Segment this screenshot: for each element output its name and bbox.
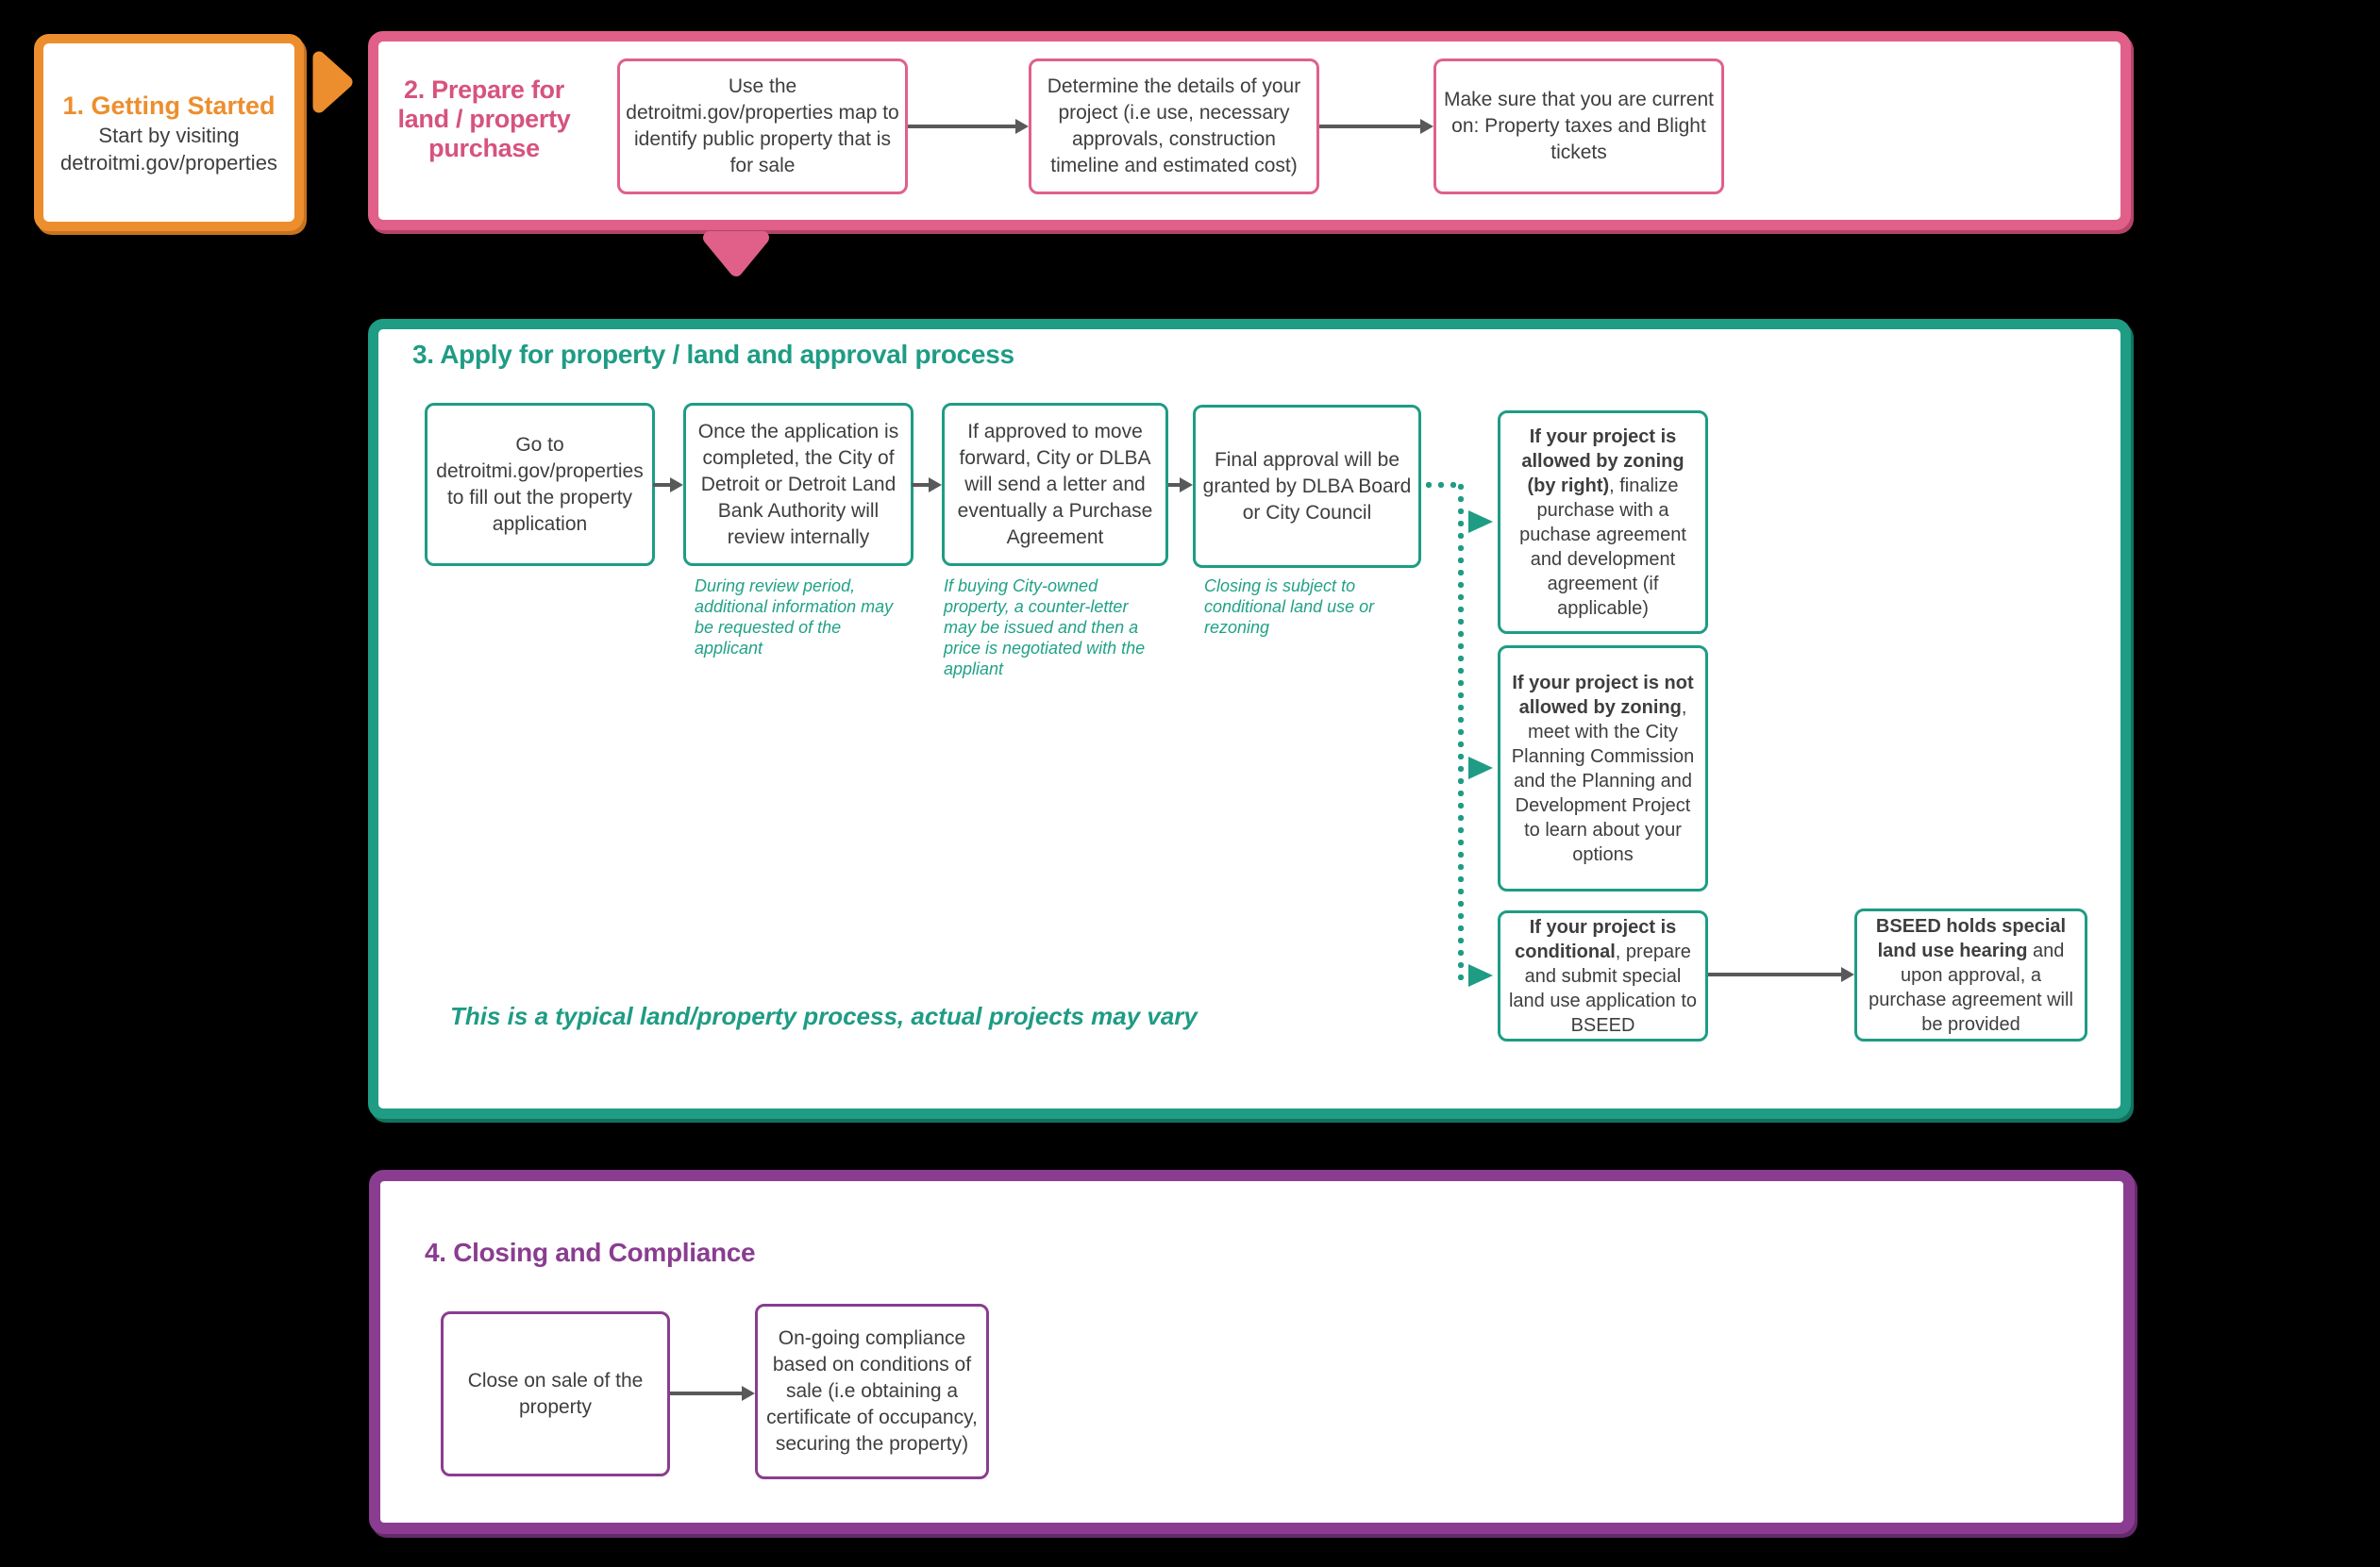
branch-bold-text: BSEED holds special land use hearing [1875,915,2067,961]
branch-bold-text: If your project is conditional [1515,916,1677,962]
step4-title: 4. Closing and Compliance [425,1238,756,1267]
step1-content [43,43,294,222]
step2-title: 2. Prepare for land / property purchase [397,75,571,162]
step3-box-final-approval: Final approval will be granted by DLBA Board or City Council [1193,405,1421,568]
note-closing-subject: Closing is subject to conditional land use or rezoning [1204,576,1375,637]
note-review-period: During review period, additional information may be requested of the applicant [695,576,894,658]
branch-box-bseed-hearing [1854,909,2087,1042]
branch-rest-text: and upon approval, a purchase agreement will be provided [1869,940,2073,1035]
step3-box-review: Once the application is completed, the City of Detroit or Detroit Land Bank Authority will review internally [683,403,913,566]
step2-box-project-details: Determine the details of your project (i.e use, necessary approvals, construction timeline and estimated cost) [1029,58,1319,194]
arrow-right-icon [670,477,683,492]
arrow-right-icon [742,1386,755,1401]
arrow-right-icon [1468,964,1493,987]
arrow-right-icon [1468,510,1493,533]
dotted-connector-vertical [1457,481,1465,981]
branch-rest-text: , prepare and submit special land use application to BSEED [1508,941,1698,1036]
flow-line [653,483,670,487]
branch-box-not-allowed [1498,645,1708,892]
branch-box-conditional [1498,910,1708,1042]
flow-line [1319,125,1420,128]
arrow-right-icon [929,477,942,492]
flow-line [912,483,929,487]
step1-title: 1. Getting Started [62,91,276,120]
step2-box-use-map: Use the detroitmi.gov/properties map to identify public property that is for sale [617,58,908,194]
step1-line-1: Start by visiting [98,123,240,147]
flow-line [908,125,1015,128]
arrow-right-icon [1420,119,1433,134]
step3-box-application: Go to detroitmi.gov/properties to fill out the property application [425,403,655,566]
step1-line-2: detroitmi.gov/properties [60,150,277,175]
arrow-right-icon [1015,119,1029,134]
step2-box-taxes-current: Make sure that you are current on: Property taxes and Blight tickets [1433,58,1724,194]
step4-box-close-sale: Close on sale of the property [441,1311,670,1476]
branch-bold-text: If your project is allowed by zoning (by right) [1521,425,1684,496]
branch-rest-text: , finalize purchase with a puchase agreement and development agreement (if applicable) [1519,475,1686,619]
branch-box-by-right [1498,410,1708,634]
arrow-right-icon [310,49,356,115]
note-counter-letter: If buying City-owned property, a counter-letter may be issued and then a price is negotiated with the appliant [944,576,1146,678]
step3-box-letter: If approved to move forward, City or DLBA will send a letter and eventually a Purchase Agreement [942,403,1168,566]
arrow-right-icon [1841,967,1854,982]
flow-line [670,1392,742,1395]
arrow-down-icon [700,229,772,278]
arrow-right-icon [1180,477,1193,492]
branch-bold-text: If your project is not allowed by zoning [1512,672,1694,718]
arrow-right-icon [1468,757,1493,779]
flow-line [1168,483,1180,487]
step3-title: 3. Apply for property / land and approval process [412,340,1014,369]
step3-disclaimer: This is a typical land/property process, actual projects may vary [450,1002,1198,1030]
branch-rest-text: , meet with the City Planning Commission and the Planning and Development Project to learn about your options [1511,696,1695,865]
flow-line [1708,973,1841,976]
step4-box-compliance: On-going compliance based on conditions of sale (i.e obtaining a certificate of occupancy, securing the property) [755,1304,989,1479]
